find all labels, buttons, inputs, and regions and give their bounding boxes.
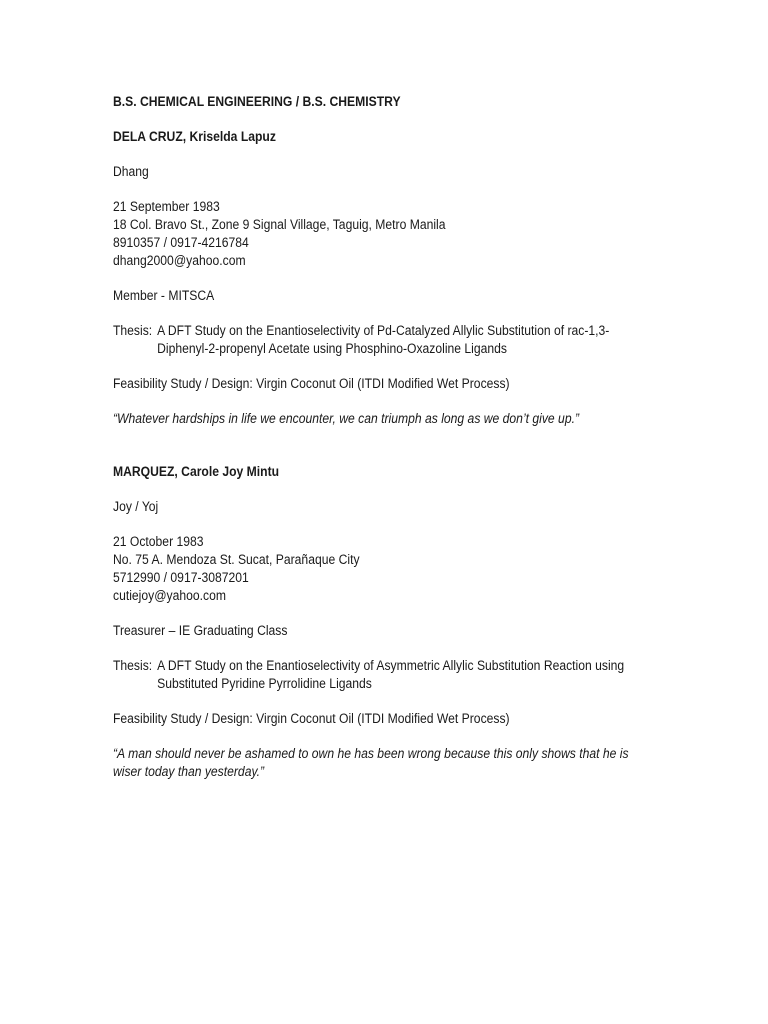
- thesis-title-line: A DFT Study on the Enantioselectivity of Pd-Catalyzed Allylic Substitution of rac-1,3-: [157, 323, 610, 338]
- thesis-title-line: Diphenyl-2-propenyl Acetate using Phosphino-Oxazoline Ligands: [157, 341, 507, 356]
- entry-phone: 8910357 / 0917-4216784: [113, 235, 249, 250]
- entry-quote-line: wiser today than yesterday.”: [113, 764, 265, 779]
- entry-birthdate: 21 October 1983: [113, 534, 204, 549]
- thesis-label: Thesis:: [113, 658, 153, 673]
- entry-name: DELA CRUZ, Kriselda Lapuz: [113, 129, 276, 144]
- document-page: [113, 93, 629, 781]
- thesis-title-line: A DFT Study on the Enantioselectivity of Asymmetric Allylic Substitution Reaction using: [157, 658, 625, 673]
- entry-address: No. 75 A. Mendoza St. Sucat, Parañaque City: [113, 552, 360, 567]
- entry-feasibility: Feasibility Study / Design: Virgin Coconut Oil (ITDI Modified Wet Process): [113, 376, 510, 391]
- section-heading: B.S. CHEMICAL ENGINEERING / B.S. CHEMISTRY: [113, 94, 401, 109]
- entry-email: cutiejoy@yahoo.com: [113, 588, 226, 603]
- entry-birthdate: 21 September 1983: [113, 199, 220, 214]
- entry-nickname: Dhang: [113, 164, 149, 179]
- entry-role: Treasurer – IE Graduating Class: [113, 623, 288, 638]
- entry-thesis: [113, 322, 610, 358]
- entry-phone: 5712990 / 0917-3087201: [113, 570, 249, 585]
- entry-quote: “Whatever hardships in life we encounter, we can triumph as long as we don’t give up.”: [113, 411, 580, 426]
- entry-feasibility: Feasibility Study / Design: Virgin Coconut Oil (ITDI Modified Wet Process): [113, 711, 510, 726]
- entry-address: 18 Col. Bravo St., Zone 9 Signal Village, Taguig, Metro Manila: [113, 217, 446, 232]
- entry-name: MARQUEZ, Carole Joy Mintu: [113, 464, 280, 479]
- entry-nickname: Joy / Yoj: [113, 499, 159, 514]
- thesis-title-line: Substituted Pyridine Pyrrolidine Ligands: [157, 676, 372, 691]
- entry-thesis: [113, 657, 625, 693]
- entry-email: dhang2000@yahoo.com: [113, 253, 246, 268]
- entry-role: Member - MITSCA: [113, 288, 215, 303]
- entry-quote-line: “A man should never be ashamed to own he has been wrong because this only shows that he is: [113, 746, 629, 761]
- thesis-label: Thesis:: [113, 323, 153, 338]
